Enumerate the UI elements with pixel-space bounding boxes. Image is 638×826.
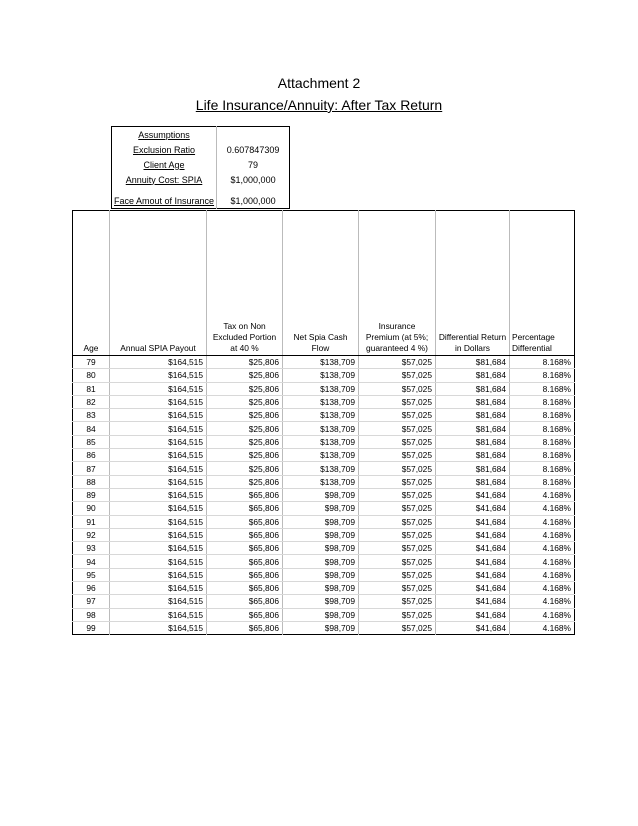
annual-spia-payout-cell: $164,515 (110, 382, 207, 395)
table-row (73, 608, 575, 621)
annual-spia-payout-cell: $164,515 (110, 475, 207, 488)
assumption-row (112, 193, 290, 209)
age-cell: 99 (73, 621, 110, 634)
assumption-value: 79 (248, 159, 259, 170)
percentage-differential-cell: 8.168% (510, 395, 575, 408)
net-spia-cash-flow-cell: $138,709 (283, 422, 359, 435)
insurance-premium-cell: $57,025 (359, 369, 436, 382)
differential-return-cell: $41,684 (436, 582, 510, 595)
age-cell: 89 (73, 488, 110, 501)
tax-cell: $65,806 (207, 621, 283, 634)
differential-return-cell: $41,684 (436, 502, 510, 515)
net-spia-cash-flow-cell: $138,709 (283, 382, 359, 395)
insurance-premium-cell: $57,025 (359, 621, 436, 634)
table-row (73, 449, 575, 462)
percentage-differential-cell: 4.168% (542, 623, 571, 634)
differential-return-cell: $81,684 (436, 356, 510, 369)
age-cell: 88 (73, 475, 110, 488)
assumption-label: Face Amout of Insurance (112, 193, 217, 209)
differential-return-cell: $41,684 (436, 515, 510, 528)
differential-return-cell: $41,684 (436, 608, 510, 621)
net-spia-cash-flow-cell: $138,709 (283, 409, 359, 422)
column-header-net-spia-cash-flow: Net Spia Cash Flow (283, 211, 359, 356)
table-row (73, 502, 575, 515)
tax-cell: $65,806 (207, 515, 283, 528)
tax-cell: $25,806 (207, 356, 283, 369)
net-spia-cash-flow-cell: $98,709 (283, 542, 359, 555)
age-cell: 98 (73, 608, 110, 621)
assumption-row (112, 172, 290, 187)
differential-return-cell: $41,684 (436, 621, 510, 634)
age-cell: 85 (73, 435, 110, 448)
annual-spia-payout-cell: $164,515 (110, 488, 207, 501)
percentage-differential-cell: 8.168% (510, 422, 575, 435)
annual-spia-payout-cell: $164,515 (110, 369, 207, 382)
table-row (73, 356, 575, 369)
annual-spia-payout-cell: $164,515 (110, 555, 207, 568)
table-row (73, 488, 575, 501)
insurance-premium-cell: $57,025 (359, 502, 436, 515)
net-spia-cash-flow-cell: $98,709 (283, 621, 359, 634)
tax-cell: $65,806 (207, 502, 283, 515)
tax-cell: $65,806 (207, 542, 283, 555)
net-spia-cash-flow-cell: $98,709 (283, 608, 359, 621)
tax-cell: $65,806 (207, 528, 283, 541)
column-header-age: Age (73, 211, 110, 356)
net-spia-cash-flow-cell: $138,709 (283, 475, 359, 488)
column-header-annual-spia-payout: Annual SPIA Payout (110, 211, 207, 356)
differential-return-cell: $81,684 (436, 462, 510, 475)
percentage-differential-cell: 4.168% (510, 528, 575, 541)
table-row (73, 528, 575, 541)
net-spia-cash-flow-cell: $98,709 (283, 515, 359, 528)
age-cell: 82 (73, 395, 110, 408)
net-spia-cash-flow-cell: $98,709 (283, 595, 359, 608)
insurance-premium-cell: $57,025 (359, 515, 436, 528)
net-spia-cash-flow-cell: $98,709 (283, 502, 359, 515)
tax-cell: $25,806 (207, 422, 283, 435)
age-cell: 90 (73, 502, 110, 515)
age-cell: 92 (73, 528, 110, 541)
document-title: Life Insurance/Annuity: After Tax Return (195, 97, 443, 113)
net-spia-cash-flow-cell: $138,709 (283, 462, 359, 475)
annual-spia-payout-cell: $164,515 (110, 356, 207, 369)
insurance-premium-cell: $57,025 (359, 488, 436, 501)
annual-spia-payout-cell: $164,515 (110, 409, 207, 422)
differential-return-cell: $81,684 (436, 422, 510, 435)
insurance-premium-cell: $57,025 (359, 595, 436, 608)
annual-spia-payout-cell: $164,515 (110, 595, 207, 608)
table-row (73, 515, 575, 528)
annual-spia-payout-cell: $164,515 (110, 528, 207, 541)
net-spia-cash-flow-cell: $138,709 (283, 356, 359, 369)
percentage-differential-cell: 4.168% (510, 582, 575, 595)
insurance-premium-cell: $57,025 (359, 582, 436, 595)
insurance-premium-cell: $57,025 (359, 395, 436, 408)
after-tax-return-table (72, 210, 575, 635)
annual-spia-payout-cell: $164,515 (110, 422, 207, 435)
differential-return-cell: $41,684 (436, 595, 510, 608)
table-row (73, 555, 575, 568)
annual-spia-payout-cell: $164,515 (110, 568, 207, 581)
annual-spia-payout-cell: $164,515 (110, 582, 207, 595)
table-row (73, 395, 575, 408)
tax-cell: $25,806 (207, 382, 283, 395)
percentage-differential-cell: 4.168% (510, 595, 575, 608)
tax-cell: $25,806 (207, 449, 283, 462)
differential-return-cell: $81,684 (436, 409, 510, 422)
insurance-premium-cell: $57,025 (359, 422, 436, 435)
net-spia-cash-flow-cell: $138,709 (283, 369, 359, 382)
differential-return-cell: $81,684 (436, 475, 510, 488)
percentage-differential-cell: 8.168% (510, 462, 575, 475)
tax-cell: $25,806 (207, 475, 283, 488)
differential-return-cell: $41,684 (436, 528, 510, 541)
column-header-percentage-differential: Percentage Differential (510, 211, 575, 356)
age-cell: 80 (73, 369, 110, 382)
column-header-insurance-premium: Insurance Premium (at 5%; guaranteed 4 %) (359, 211, 436, 356)
tax-cell: $65,806 (207, 608, 283, 621)
assumptions-header-row (112, 127, 290, 143)
table-row (73, 422, 575, 435)
assumptions-heading: Assumptions (112, 127, 217, 143)
net-spia-cash-flow-cell: $98,709 (283, 568, 359, 581)
age-cell: 81 (73, 382, 110, 395)
percentage-differential-cell: 8.168% (510, 382, 575, 395)
insurance-premium-cell: $57,025 (359, 568, 436, 581)
assumption-row (112, 157, 290, 172)
column-header-tax: Tax on Non Excluded Portion at 40 % (207, 211, 283, 356)
differential-return-cell: $41,684 (436, 555, 510, 568)
annual-spia-payout-cell: $164,515 (110, 515, 207, 528)
tax-cell: $65,806 (207, 582, 283, 595)
tax-cell: $25,806 (207, 462, 283, 475)
net-spia-cash-flow-cell: $98,709 (283, 555, 359, 568)
assumption-label: Exclusion Ratio (112, 142, 217, 157)
table-row (73, 621, 575, 634)
table-row (73, 542, 575, 555)
tax-cell: $65,806 (207, 568, 283, 581)
assumptions-table (111, 126, 290, 209)
differential-return-cell: $81,684 (436, 449, 510, 462)
insurance-premium-cell: $57,025 (359, 356, 436, 369)
net-spia-cash-flow-cell: $138,709 (283, 395, 359, 408)
insurance-premium-cell: $57,025 (359, 435, 436, 448)
annual-spia-payout-cell: $164,515 (110, 395, 207, 408)
percentage-differential-cell: 4.168% (510, 488, 575, 501)
percentage-differential-cell: 8.168% (510, 409, 575, 422)
tax-cell: $25,806 (207, 409, 283, 422)
table-body (73, 356, 575, 635)
insurance-premium-cell: $57,025 (359, 382, 436, 395)
age-cell: 94 (73, 555, 110, 568)
insurance-premium-cell: $57,025 (359, 409, 436, 422)
tax-cell: $65,806 (207, 488, 283, 501)
differential-return-cell: $81,684 (436, 382, 510, 395)
table-row (73, 409, 575, 422)
annual-spia-payout-cell: $164,515 (110, 621, 207, 634)
percentage-differential-cell: 4.168% (510, 515, 575, 528)
age-cell: 91 (73, 515, 110, 528)
percentage-differential-cell: 8.168% (510, 356, 575, 369)
age-cell: 84 (73, 422, 110, 435)
insurance-premium-cell: $57,025 (359, 528, 436, 541)
net-spia-cash-flow-cell: $98,709 (283, 582, 359, 595)
table-row (73, 475, 575, 488)
annual-spia-payout-cell: $164,515 (110, 608, 207, 621)
assumption-label: Client Age (112, 157, 217, 172)
assumption-value: $1,000,000 (230, 195, 276, 206)
annual-spia-payout-cell: $164,515 (110, 542, 207, 555)
percentage-differential-cell: 8.168% (510, 449, 575, 462)
percentage-differential-cell: 4.168% (510, 568, 575, 581)
net-spia-cash-flow-cell: $138,709 (283, 435, 359, 448)
table-row (73, 435, 575, 448)
age-cell: 87 (73, 462, 110, 475)
differential-return-cell: $41,684 (436, 542, 510, 555)
differential-return-cell: $81,684 (436, 395, 510, 408)
insurance-premium-cell: $57,025 (359, 555, 436, 568)
insurance-premium-cell: $57,025 (359, 608, 436, 621)
tax-cell: $65,806 (207, 555, 283, 568)
tax-cell: $25,806 (207, 395, 283, 408)
table-row (73, 369, 575, 382)
tax-cell: $65,806 (207, 595, 283, 608)
insurance-premium-cell: $57,025 (359, 475, 436, 488)
assumption-value: $1,000,000 (230, 174, 276, 185)
table-row (73, 568, 575, 581)
insurance-premium-cell: $57,025 (359, 542, 436, 555)
differential-return-cell: $41,684 (436, 568, 510, 581)
age-cell: 93 (73, 542, 110, 555)
age-cell: 86 (73, 449, 110, 462)
differential-return-cell: $81,684 (436, 369, 510, 382)
table-header-row (73, 211, 575, 356)
table-row (73, 382, 575, 395)
assumptions-heading-value (217, 127, 290, 143)
age-cell: 95 (73, 568, 110, 581)
insurance-premium-cell: $57,025 (359, 462, 436, 475)
assumption-row (112, 142, 290, 157)
age-cell: 83 (73, 409, 110, 422)
insurance-premium-cell: $57,025 (359, 449, 436, 462)
age-cell: 96 (73, 582, 110, 595)
annual-spia-payout-cell: $164,515 (110, 462, 207, 475)
tax-cell: $25,806 (207, 369, 283, 382)
net-spia-cash-flow-cell: $98,709 (283, 488, 359, 501)
percentage-differential-cell: 8.168% (510, 475, 575, 488)
table-row (73, 462, 575, 475)
age-cell: 97 (73, 595, 110, 608)
percentage-differential-cell: 4.168% (510, 555, 575, 568)
annual-spia-payout-cell: $164,515 (110, 435, 207, 448)
column-header-differential-return: Differential Return in Dollars (436, 211, 510, 356)
tax-cell: $25,806 (207, 435, 283, 448)
assumption-label: Annuity Cost: SPIA (112, 172, 217, 187)
percentage-differential-cell: 4.168% (510, 608, 575, 621)
table-row (73, 582, 575, 595)
percentage-differential-cell: 8.168% (510, 369, 575, 382)
annual-spia-payout-cell: $164,515 (110, 449, 207, 462)
attachment-title: Attachment 2 (277, 75, 361, 91)
differential-return-cell: $41,684 (436, 488, 510, 501)
table-row (73, 595, 575, 608)
differential-return-cell: $81,684 (436, 435, 510, 448)
percentage-differential-cell: 4.168% (510, 542, 575, 555)
age-cell: 79 (73, 356, 110, 369)
assumption-value: 0.607847309 (226, 144, 280, 155)
net-spia-cash-flow-cell: $98,709 (283, 528, 359, 541)
percentage-differential-cell: 4.168% (510, 502, 575, 515)
annual-spia-payout-cell: $164,515 (110, 502, 207, 515)
percentage-differential-cell: 8.168% (510, 435, 575, 448)
net-spia-cash-flow-cell: $138,709 (283, 449, 359, 462)
